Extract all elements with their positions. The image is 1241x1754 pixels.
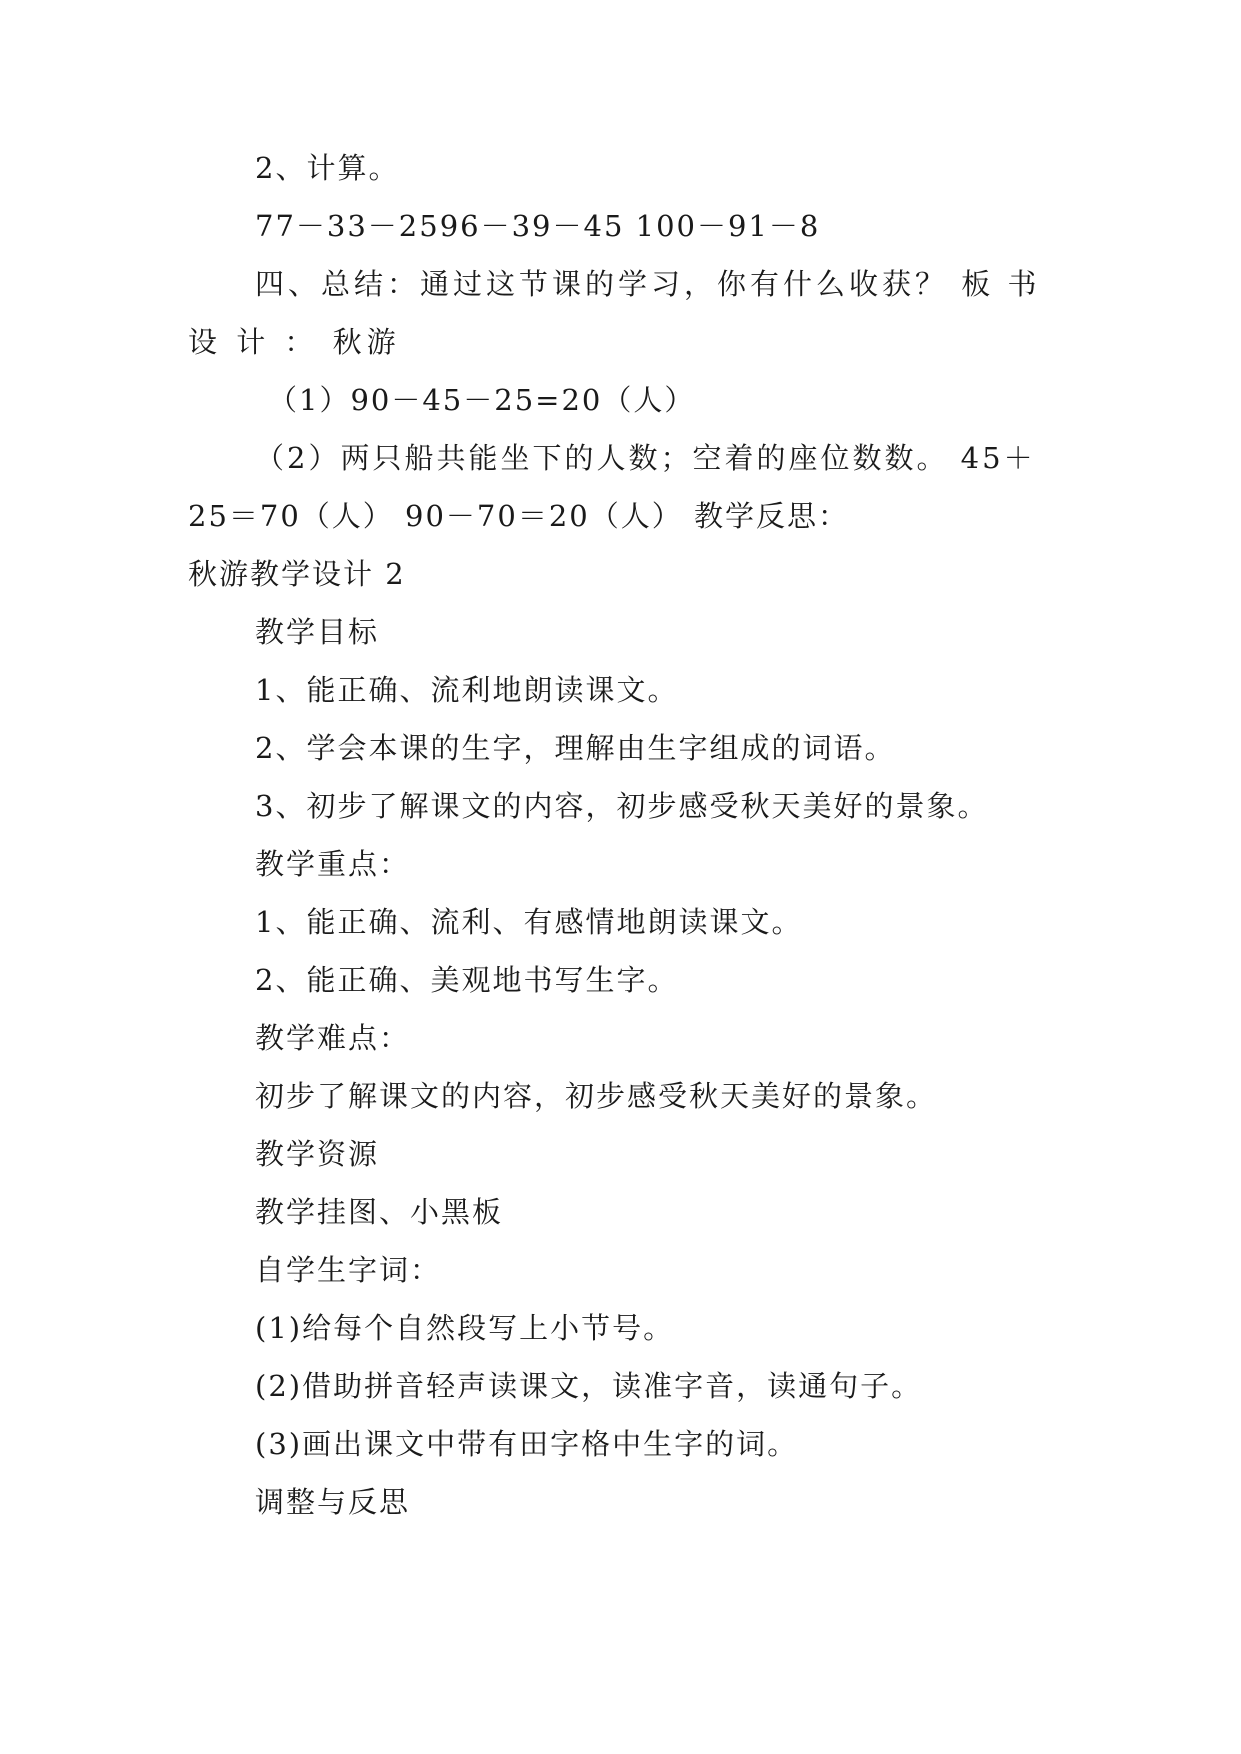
calc-expressions: 77－33－2596－39－45 100－91－8 [255, 209, 821, 243]
board-item-1: （1）90－45－25=20（人） [268, 383, 696, 417]
key-point-2: 2、能正确、美观地书写生字。 [255, 963, 679, 997]
board-item-2-continued: 25＝70（人） 90－70＝20（人） 教学反思： [188, 499, 849, 533]
resources-text: 教学挂图、小黑板 [255, 1195, 504, 1229]
heading-key-points: 教学重点： [255, 847, 411, 881]
board-design-line: 设 计 ： 秋游 [188, 325, 401, 359]
heading-difficulties: 教学难点： [255, 1021, 411, 1055]
section-calc-heading: 2、计算。 [255, 151, 400, 185]
self-study-item-1: (1)给每个自然段写上小节号。 [255, 1311, 675, 1345]
self-study-item-3: (3)画出课文中带有田字格中生字的词。 [255, 1427, 799, 1461]
key-point-1: 1、能正确、流利、有感情地朗读课文。 [255, 905, 803, 939]
heading-resources: 教学资源 [255, 1137, 380, 1171]
goal-item-2: 2、学会本课的生字，理解由生字组成的词语。 [255, 731, 896, 765]
summary-paragraph: 四、总结：通过这节课的学习，你有什么收获？ 板 书 [255, 267, 1041, 301]
heading-teaching-goals: 教学目标 [255, 615, 380, 649]
difficulty-text: 初步了解课文的内容，初步感受秋天美好的景象。 [255, 1079, 938, 1113]
board-item-2: （2）两只船共能坐下的人数；空着的座位数数。 45＋ [255, 441, 1036, 475]
goal-item-3: 3、初步了解课文的内容，初步感受秋天美好的景象。 [255, 789, 989, 823]
self-study-item-2: (2)借助拼音轻声读课文，读准字音，读通句子。 [255, 1369, 923, 1403]
goal-item-1: 1、能正确、流利地朗读课文。 [255, 673, 679, 707]
section-title-design-2: 秋游教学设计 2 [188, 557, 406, 591]
heading-adjust-reflect: 调整与反思 [255, 1485, 411, 1519]
heading-self-study: 自学生字词： [255, 1253, 442, 1287]
